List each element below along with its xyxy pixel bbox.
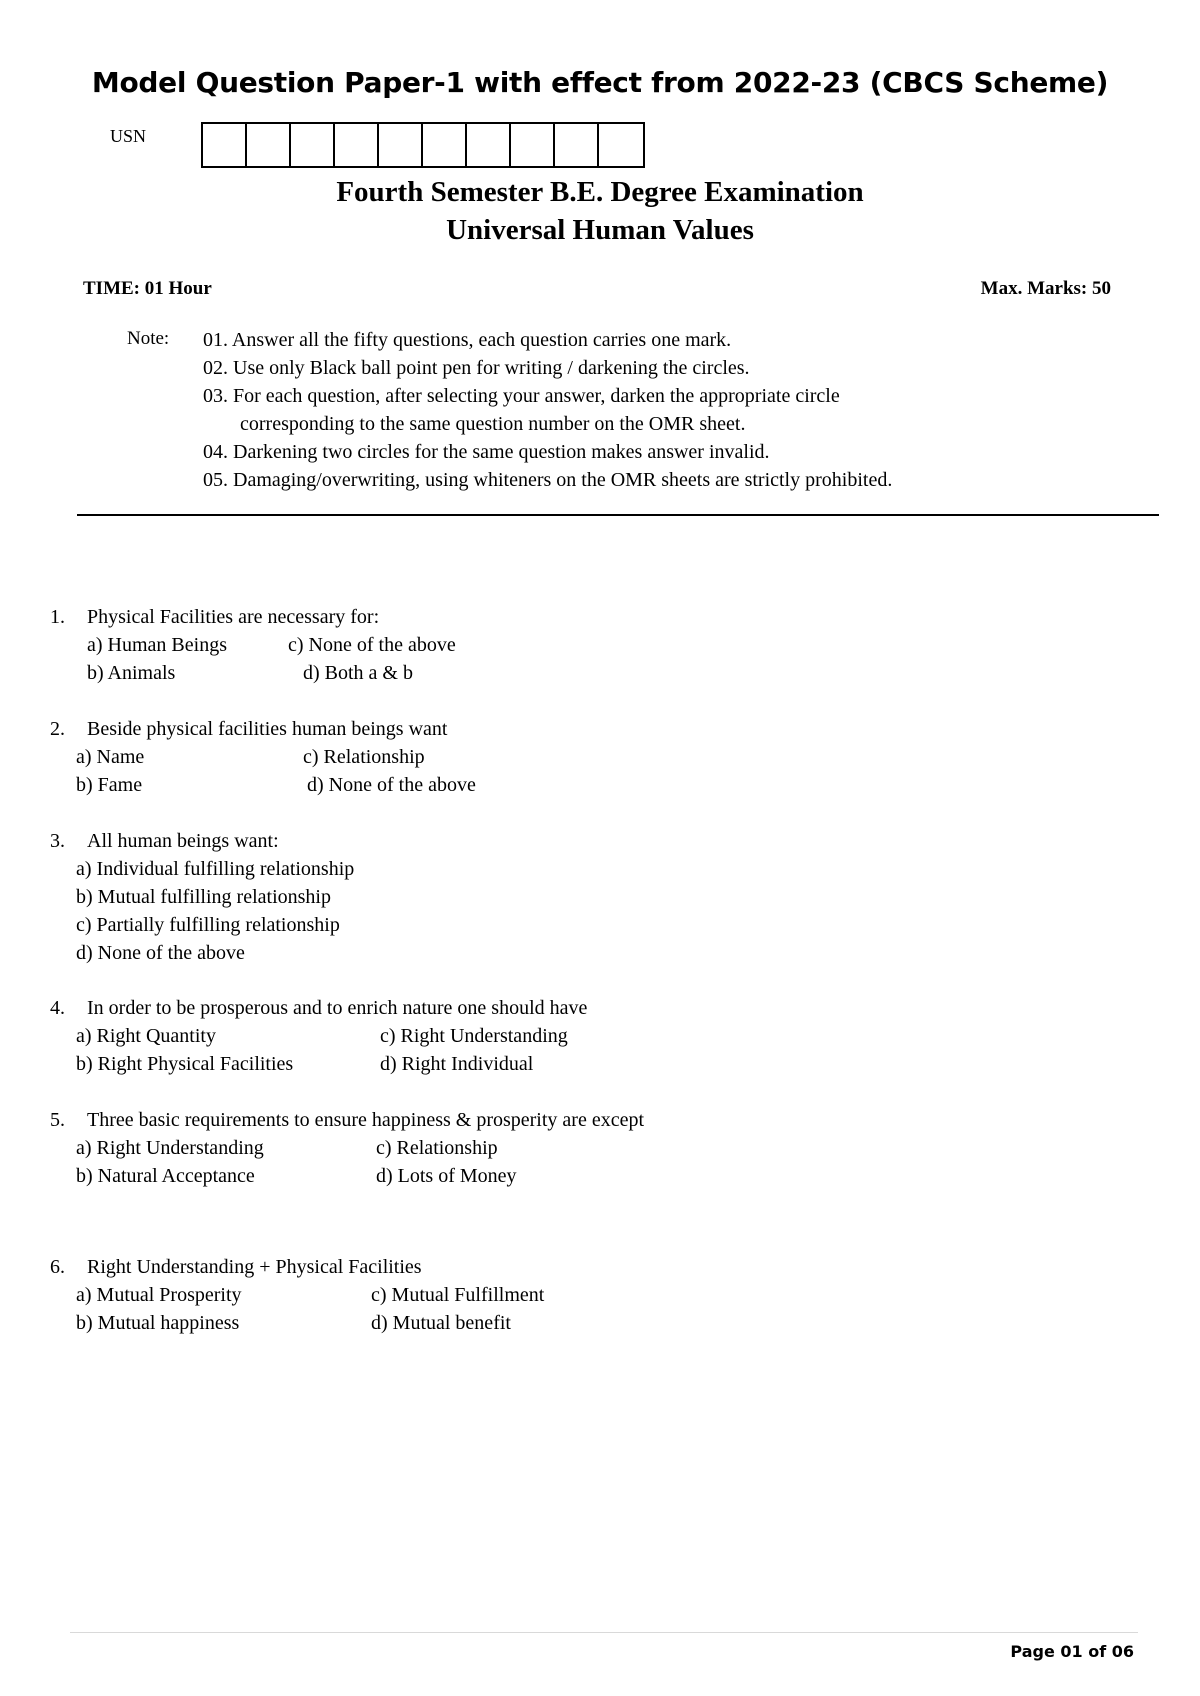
question-text: All human beings want: <box>87 830 279 852</box>
page-number: Page 01 of 06 <box>1010 1642 1134 1661</box>
option-c: c) Partially fulfilling relationship <box>76 914 340 936</box>
note-list <box>203 326 892 494</box>
option-d: d) Lots of Money <box>376 1165 517 1187</box>
note-item: 02. Use only Black ball point pen for writing / darkening the circles. <box>203 357 750 379</box>
usn-box[interactable] <box>203 124 247 166</box>
question-text: Beside physical facilities human beings want <box>87 718 448 740</box>
usn-box[interactable] <box>599 124 643 166</box>
usn-box[interactable] <box>467 124 511 166</box>
note-label: Note: <box>127 328 170 349</box>
option-d: d) None of the above <box>307 774 476 796</box>
question-text: Right Understanding + Physical Facilities <box>87 1256 422 1278</box>
question-number: 6. <box>50 1256 65 1278</box>
option-d: d) Right Individual <box>380 1053 534 1075</box>
usn-box[interactable] <box>291 124 335 166</box>
note-item: 01. Answer all the fifty questions, each question carries one mark. <box>203 329 732 351</box>
divider <box>77 514 1159 516</box>
usn-box[interactable] <box>511 124 555 166</box>
option-c: c) Relationship <box>376 1137 498 1159</box>
question-number: 4. <box>50 997 65 1019</box>
option-a: a) Human Beings <box>87 634 227 656</box>
option-b: b) Right Physical Facilities <box>76 1053 294 1075</box>
usn-label: USN <box>110 126 147 146</box>
note-item: 03. For each question, after selecting your answer, darken the appropriate circle <box>203 385 840 407</box>
question-text: In order to be prosperous and to enrich nature one should have <box>87 997 588 1019</box>
footer-divider <box>70 1632 1138 1633</box>
option-c: c) Right Understanding <box>380 1025 568 1047</box>
option-b: b) Natural Acceptance <box>76 1165 255 1187</box>
usn-box[interactable] <box>335 124 379 166</box>
option-d: d) Both a & b <box>303 662 413 684</box>
option-a: a) Mutual Prosperity <box>76 1284 242 1306</box>
question-number: 3. <box>50 830 65 852</box>
paper-title: Model Question Paper-1 with effect from 2022-23 (CBCS Scheme) <box>91 66 1109 99</box>
usn-box[interactable] <box>247 124 291 166</box>
option-b: b) Mutual happiness <box>76 1312 240 1334</box>
note-item: 05. Damaging/overwriting, using whiteners on the OMR sheets are strictly prohibited. <box>203 469 893 491</box>
exam-title: Fourth Semester B.E. Degree Examination <box>336 176 864 208</box>
option-c: c) Relationship <box>303 746 425 768</box>
option-b: b) Fame <box>76 774 143 796</box>
question-number: 2. <box>50 718 65 740</box>
question-number: 1. <box>50 606 65 628</box>
option-a: a) Name <box>76 746 145 768</box>
note-item: corresponding to the same question number on the OMR sheet. <box>240 413 746 435</box>
time-label: TIME: 01 Hour <box>83 278 212 299</box>
subject-title: Universal Human Values <box>446 214 754 246</box>
option-a: a) Individual fulfilling relationship <box>76 858 355 880</box>
question-text: Physical Facilities are necessary for: <box>87 606 380 628</box>
option-d: d) None of the above <box>76 942 245 964</box>
usn-boxes[interactable] <box>201 122 645 168</box>
usn-box[interactable] <box>379 124 423 166</box>
question-number: 5. <box>50 1109 65 1131</box>
question-text: Three basic requirements to ensure happiness & prosperity are except <box>87 1109 645 1131</box>
option-d: d) Mutual benefit <box>371 1312 511 1334</box>
usn-box[interactable] <box>555 124 599 166</box>
option-b: b) Mutual fulfilling relationship <box>76 886 331 908</box>
option-b: b) Animals <box>87 662 176 684</box>
option-c: c) Mutual Fulfillment <box>371 1284 545 1306</box>
option-a: a) Right Understanding <box>76 1137 264 1159</box>
option-a: a) Right Quantity <box>76 1025 216 1047</box>
option-c: c) None of the above <box>288 634 456 656</box>
usn-box[interactable] <box>423 124 467 166</box>
max-marks-label: Max. Marks: 50 <box>980 278 1111 299</box>
note-item: 04. Darkening two circles for the same question makes answer invalid. <box>203 441 770 463</box>
